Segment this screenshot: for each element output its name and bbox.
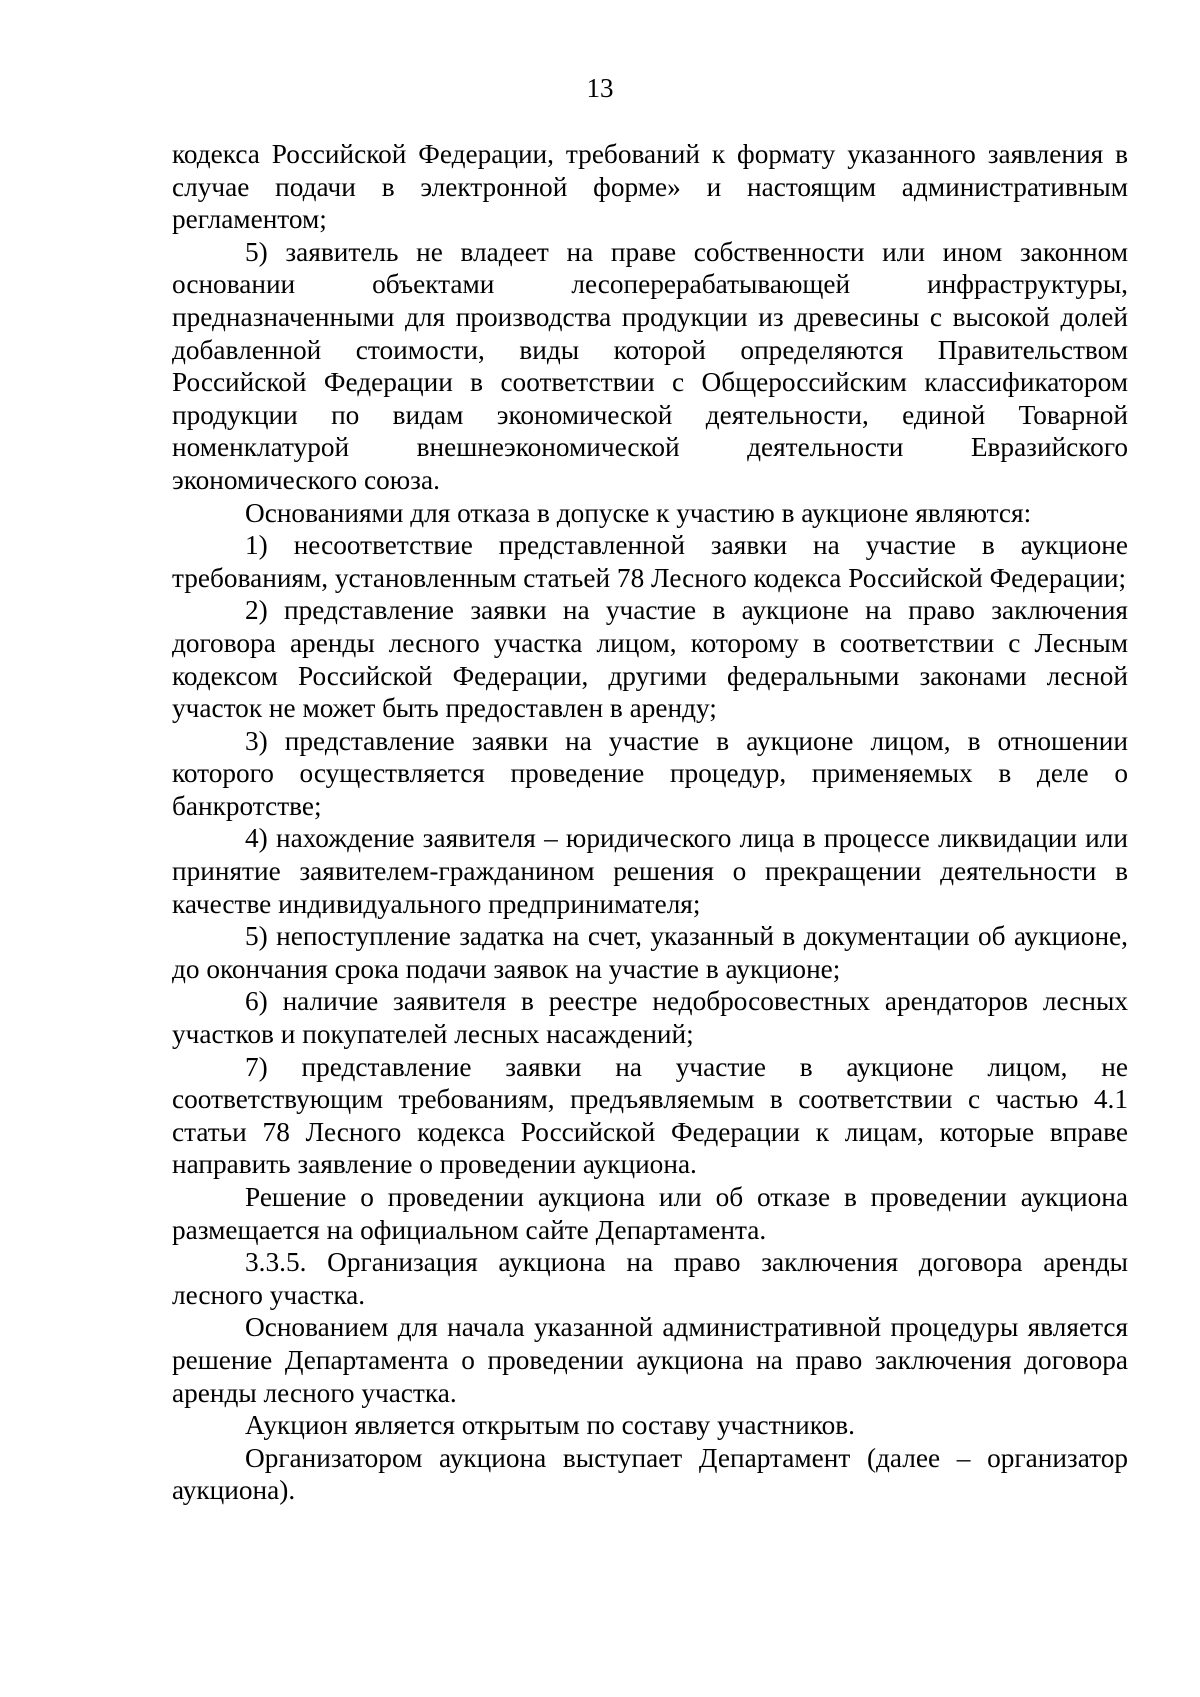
paragraph-refusal-item-3: 3) представление заявки на участие в аукционе лицом, в отношении которого осуществляется проведение процедур, применяемых в деле о банкротстве; [172,725,1128,821]
paragraph-refusal-grounds-intro: Основаниями для отказа в допуске к участию в аукционе являются: [245,497,1032,528]
paragraph-item-5-infrastructure: 5) заявитель не владеет на праве собственности или ином законном основании объектами лесоперерабатывающей инфраструктуры, предназначенными для производства продукции из древесины с высокой долей добавленной стоимости, виды которой определяются Правительством Российской Федерации в соответствии с Общероссийским классификатором продукции по видам экономической деятельности, единой Товарной номенклатурой внешнеэкономической деятельности Евразийского экономического союза. [172,236,1128,495]
section-heading-3-3-5: 3.3.5. Организация аукциона на право заключения договора аренды лесного участка. [172,1247,1128,1310]
document-body [172,138,1128,1507]
paragraph-procedure-basis: Основанием для начала указанной административной процедуры является решение Департамента о проведении аукциона на право заключения договора аренды лесного участка. [172,1312,1128,1408]
paragraph-refusal-item-2: 2) представление заявки на участие в аукционе на право заключения договора аренды лесного участка лицом, которому в соответствии с Лесным кодексом Российской Федерации, другими федеральными законами лесной участок не может быть предоставлен в аренду; [172,595,1128,724]
paragraph-decision-publication: Решение о проведении аукциона или об отказе в проведении аукциона размещается на официальном сайте Департамента. [172,1182,1128,1245]
paragraph-refusal-item-1: 1) несоответствие представленной заявки на участие в аукционе требованиям, установленным статьей 78 Лесного кодекса Российской Федерации; [172,530,1128,593]
paragraph-refusal-item-7: 7) представление заявки на участие в аукционе лицом, не соответствующим требованиям, предъявляемым в соответствии с частью 4.1 статьи 78 Лесного кодекса Российской Федерации к лицам, которые вправе направить заявление о проведении аукциона. [172,1051,1128,1180]
paragraph-refusal-item-5: 5) непоступление задатка на счет, указанный в документации об аукционе, до окончания срока подачи заявок на участие в аукционе; [172,921,1128,984]
paragraph-refusal-item-6: 6) наличие заявителя в реестре недобросовестных арендаторов лесных участков и покупателей лесных насаждений; [172,986,1128,1050]
page-number: 13 [586,73,614,103]
paragraph-refusal-item-4: 4) нахождение заявителя – юридического лица в процессе ликвидации или принятие заявителем-гражданином решения о прекращении деятельности в качестве индивидуального предпринимателя; [172,823,1128,919]
paragraph-auction-open: Аукцион является открытым по составу участников. [245,1410,855,1441]
paragraph-continuation: кодекса Российской Федерации, требований к формату указанного заявления в случае подачи в электронной форме» и настоящим административным регламентом; [172,139,1128,235]
paragraph-auction-organizer: Организатором аукциона выступает Департамент (далее – организатор аукциона). [172,1442,1128,1506]
